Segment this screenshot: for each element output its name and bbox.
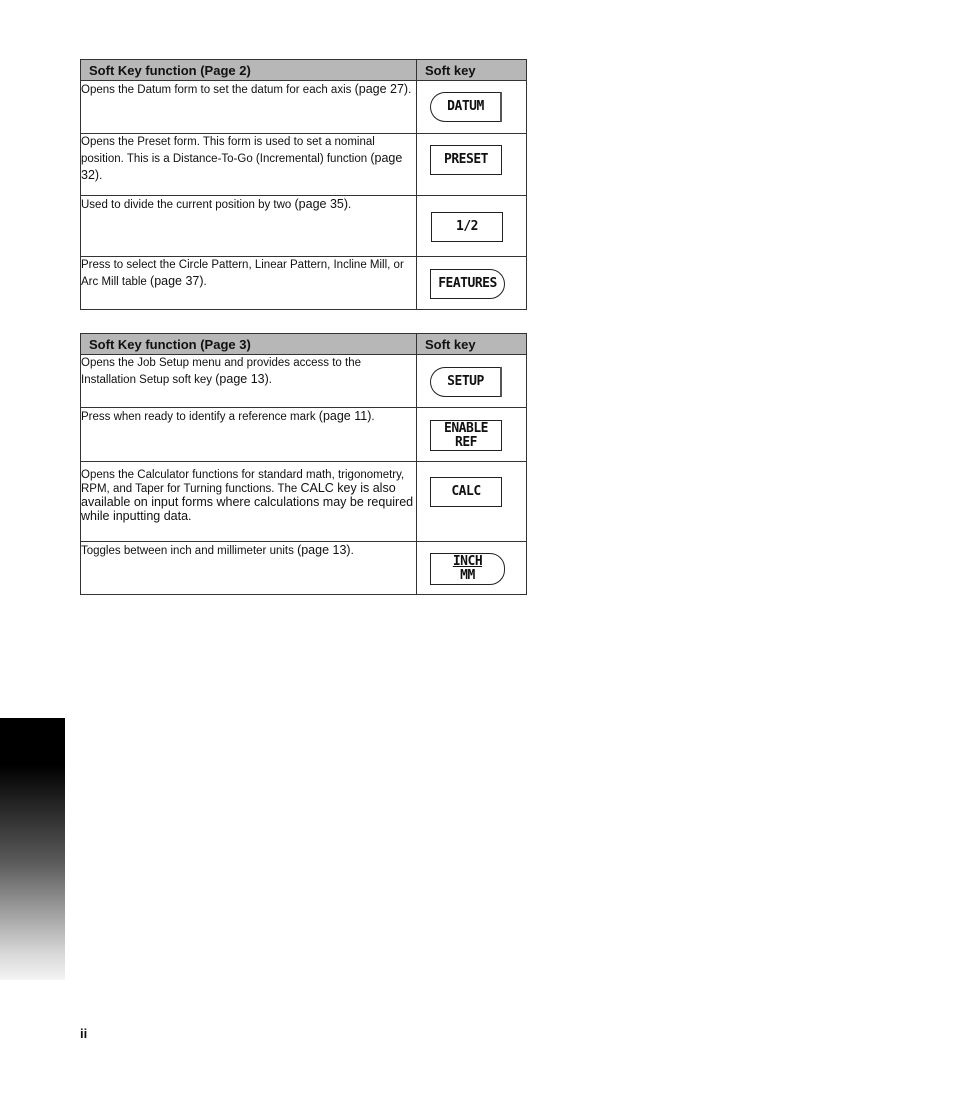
half-soft-key[interactable]: 1/2 — [431, 212, 503, 242]
setup-soft-key[interactable]: SETUP — [430, 367, 502, 397]
row-description: Opens the Datum form to set the datum for each axis (page 27). — [81, 81, 417, 134]
preset-soft-key[interactable]: PRESET — [430, 145, 502, 175]
row-description: Opens the Preset form. This form is used to set a nominal position. This is a Distance-To-Go (Incremental) function (page 32). — [81, 134, 417, 196]
softkey-table-page-2 — [80, 59, 527, 310]
page-number: ii — [80, 1026, 88, 1041]
table-row — [81, 196, 527, 257]
row-description: Press when ready to identify a reference mark (page 11). — [81, 408, 417, 462]
row-description: Opens the Job Setup menu and provides access to the Installation Setup soft key (page 13). — [81, 355, 417, 408]
row-description: Press to select the Circle Pattern, Linear Pattern, Incline Mill, or Arc Mill table (page 37). — [81, 257, 417, 310]
header-function: Soft Key function (Page 3) — [81, 334, 417, 355]
header-function: Soft Key function (Page 2) — [81, 60, 417, 81]
enable-ref-soft-key[interactable]: ENABLE REF — [430, 420, 502, 451]
inch-mm-soft-key[interactable]: INCH MM — [430, 553, 505, 585]
table-row — [81, 355, 527, 408]
header-soft-key: Soft key — [417, 60, 527, 81]
table-row — [81, 542, 527, 595]
features-soft-key[interactable]: FEATURES — [430, 269, 505, 299]
row-description: Toggles between inch and millimeter units (page 13). — [81, 542, 417, 595]
row-description: Used to divide the current position by two (page 35). — [81, 196, 417, 257]
table-row — [81, 134, 527, 196]
table-row — [81, 257, 527, 310]
table-row — [81, 81, 527, 134]
softkey-table-page-3 — [80, 333, 527, 595]
datum-soft-key[interactable]: DATUM — [430, 92, 502, 122]
table-row — [81, 462, 527, 542]
row-description: Opens the Calculator functions for standard math, trigonometry, RPM, and Taper for Turning functions. The CALC key is also available on input forms where calculations may be required while inputting data. — [81, 462, 417, 542]
table-row — [81, 408, 527, 462]
calc-soft-key[interactable]: CALC — [430, 477, 502, 507]
header-soft-key: Soft key — [417, 334, 527, 355]
chapter-side-tab — [0, 718, 65, 980]
